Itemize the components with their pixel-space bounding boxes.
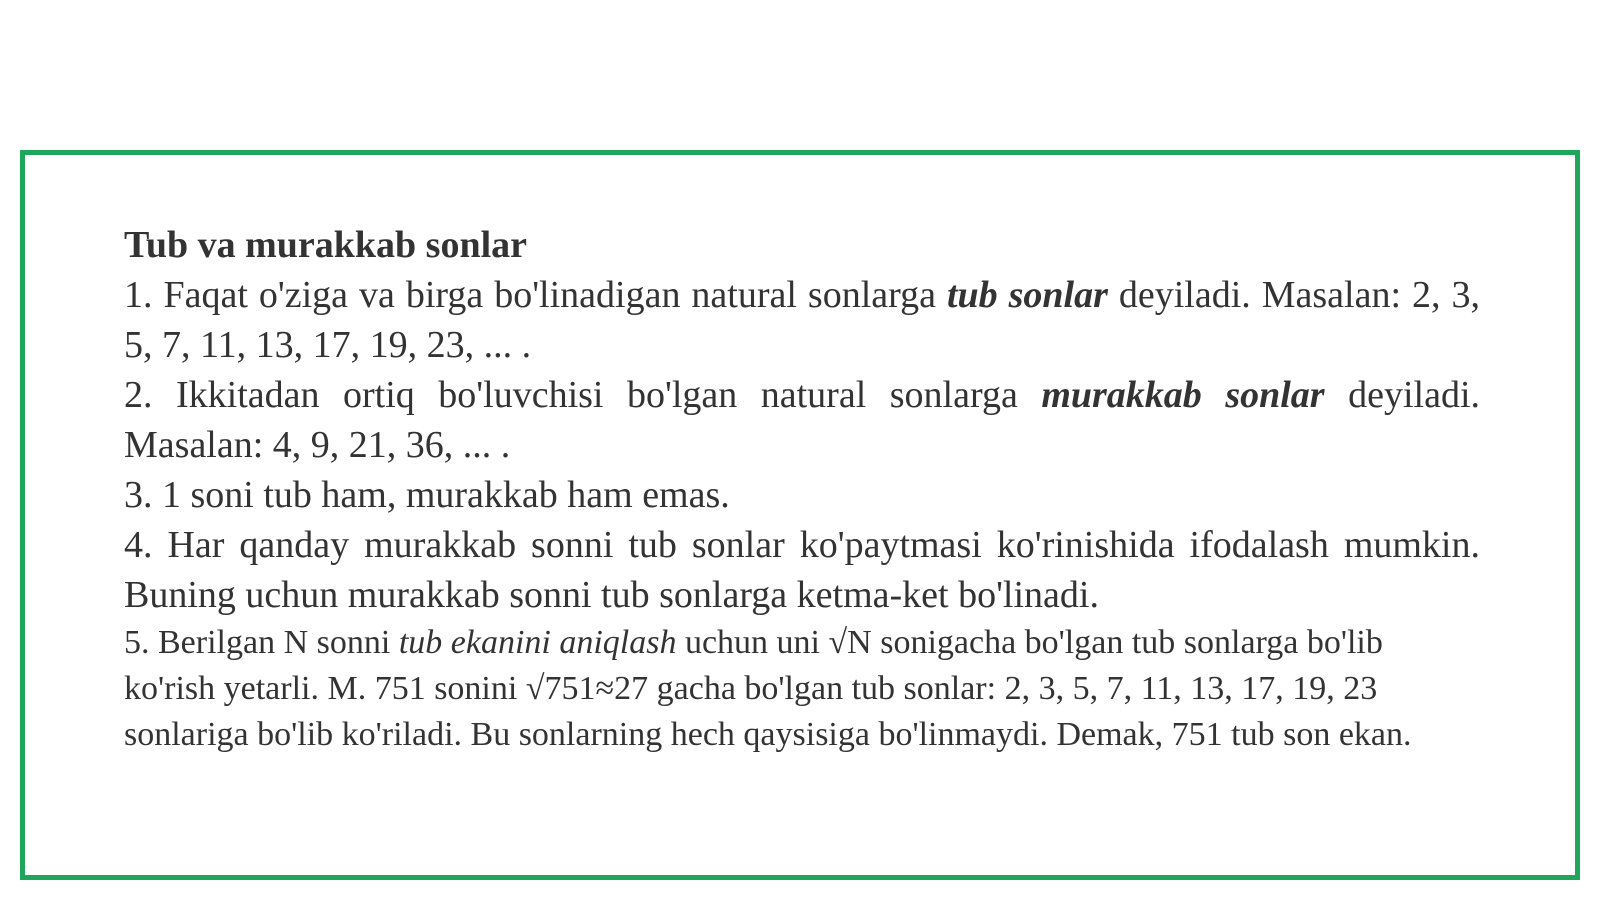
- term-primality-test: tub ekanini aniqlash: [398, 624, 677, 661]
- item-5-text-before: 5. Berilgan N sonni: [124, 624, 399, 661]
- slide-content: [124, 220, 1480, 758]
- term-prime-numbers: tub sonlar: [946, 274, 1108, 316]
- item-2-text-after: deyiladi. Masalan: 4, 9, 21, 36, ... .: [124, 374, 1481, 466]
- item-5-text-after: uchun uni √N sonigacha bo'lgan tub sonlarga bo'lib ko'rish yetarli. M. 751 sonini √751≈27 gacha bo'lgan tub sonlar: 2, 3, 5, 7, 11, 13, 17, 19, 23 sonlariga bo'lib ko'riladi. Bu sonlarning hech qaysisiga bo'linmaydi. Demak, 751 tub son ekan.: [124, 624, 1412, 753]
- item-5-primality-test: [124, 620, 1480, 758]
- item-3-one-is-neither: 3. 1 soni tub ham, murakkab ham emas.: [124, 474, 730, 516]
- slide-title: Tub va murakkab sonlar: [124, 224, 528, 266]
- definition-composite-numbers: [124, 370, 1480, 470]
- item-1-text-after: deyiladi. Masalan: 2, 3, 5, 7, 11, 13, 17, 19, 23, ... .: [124, 274, 1480, 366]
- term-composite-numbers: murakkab sonlar: [1041, 374, 1325, 416]
- item-4-prime-factorization: 4. Har qanday murakkab sonni tub sonlar ko'paytmasi ko'rinishida ifodalash mumkin. Buning uchun murakkab sonni tub sonlarga ketma-ket bo'linadi.: [124, 524, 1480, 616]
- item-2-text-before: 2. Ikkitadan ortiq bo'luvchisi bo'lgan natural sonlarga: [124, 374, 1042, 416]
- definition-prime-numbers: [124, 270, 1480, 370]
- item-1-text-before: 1. Faqat o'ziga va birga bo'linadigan natural sonlarga: [124, 274, 947, 316]
